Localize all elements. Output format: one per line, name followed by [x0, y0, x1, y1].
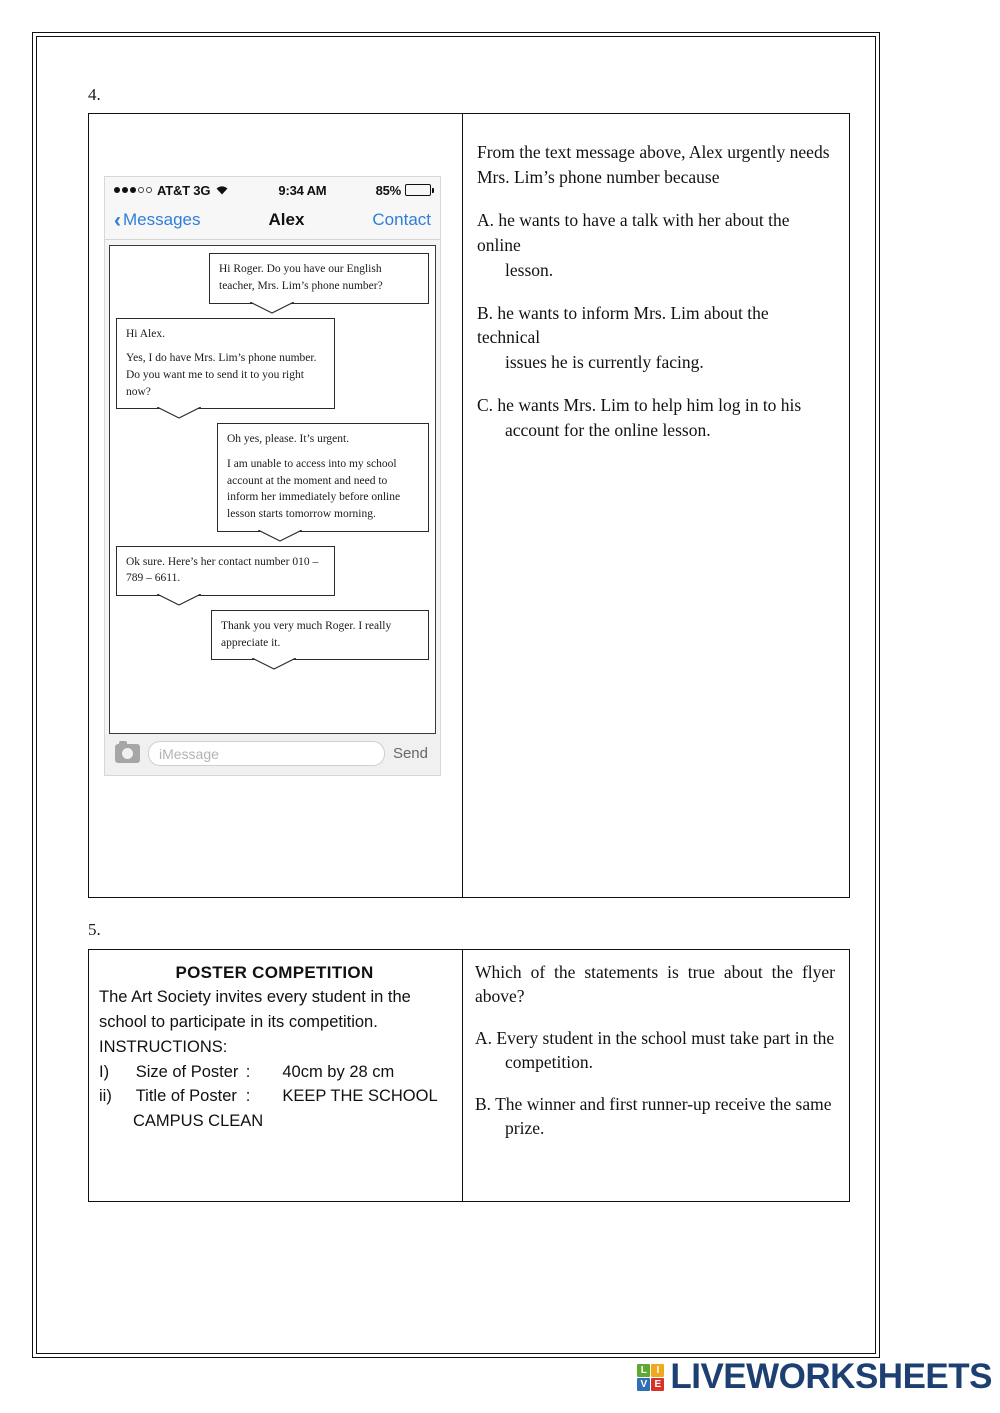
battery-percent-label: 85%: [375, 182, 401, 198]
contact-button[interactable]: Contact: [372, 210, 431, 230]
option-a-main: A. Every student in the school must take part in the: [475, 1027, 835, 1048]
option-b-continuation: prize.: [505, 1118, 545, 1139]
question-5-text: [463, 950, 849, 1168]
question-4-stimulus-cell: [89, 114, 463, 897]
phone-nav-bar: [105, 203, 440, 240]
imessage-placeholder: iMessage: [159, 745, 219, 762]
option-b-main: B. The winner and first runner-up receive the same: [475, 1093, 832, 1114]
question-5-prompt-cell: [463, 950, 849, 1201]
message-text: Hi Alex.: [126, 327, 165, 340]
option-b-continuation: issues he is currently facing.: [505, 352, 704, 373]
imessage-input[interactable]: [148, 741, 385, 766]
phone-screenshot: [104, 176, 441, 776]
worksheet-content: [88, 85, 850, 1202]
message-thread: [109, 245, 436, 734]
bubble-tail-icon: [157, 407, 201, 419]
message-row: [116, 253, 429, 303]
bubble-tail-icon: [252, 658, 296, 670]
question-5-number: 5.: [88, 920, 101, 940]
logo-tile-i: I: [651, 1364, 664, 1377]
question-4-stem: From the text message above, Alex urgently needs Mrs. Lim’s phone number because: [477, 142, 830, 188]
message-text: I am unable to access into my school account at the moment and need to inform her immediately before online lesson starts tomorrow morning.: [227, 458, 401, 521]
question-5-block: [88, 920, 850, 1201]
back-to-messages-button[interactable]: [114, 210, 200, 231]
camera-icon[interactable]: [115, 744, 140, 763]
option-c-main: C. he wants Mrs. Lim to help him log in to his: [477, 395, 802, 416]
logo-tile-v: V: [637, 1378, 650, 1391]
flyer-title: POSTER COMPETITION: [175, 962, 374, 982]
signal-strength-icon: [114, 187, 152, 193]
flyer-instruction-continuation: CAMPUS CLEAN: [133, 1112, 264, 1131]
option-a-continuation: competition.: [505, 1052, 593, 1073]
clock-label: 9:34 AM: [278, 182, 327, 198]
wifi-icon: [215, 183, 229, 198]
bubble-tail-icon: [258, 530, 302, 542]
status-bar-right: [376, 183, 431, 198]
question-5-option-a[interactable]: [475, 1026, 835, 1075]
send-button[interactable]: Send: [392, 745, 428, 763]
message-text: Oh yes, please. It’s urgent.: [227, 433, 350, 446]
flyer-instruction-item: I) Size of Poster : 40cm by 28 cm: [99, 1062, 395, 1081]
message-bubble: [116, 318, 335, 410]
question-4-prompt-cell: [463, 114, 849, 897]
message-row: [116, 423, 429, 531]
message-text: Yes, I do have Mrs. Lim’s phone number. Do you want me to send it to you right now?: [126, 352, 317, 398]
message-text: Ok sure. Here’s her contact number 010 – 789 – 6611.: [126, 555, 319, 585]
conversation-title: Alex: [268, 210, 305, 230]
flyer-instructions-label: INSTRUCTIONS:: [99, 1037, 228, 1056]
message-text: Thank you very much Roger. I really appreciate it.: [221, 620, 392, 649]
question-5-stem: Which of the statements is true about the flyer above?: [475, 961, 835, 1007]
bubble-tail-icon: [157, 594, 201, 606]
liveworksheets-tiles-icon: [637, 1364, 664, 1391]
poster-flyer: [89, 950, 462, 1144]
chevron-left-icon: ‹: [114, 208, 121, 232]
question-4-table: [88, 113, 850, 898]
flyer-intro: The Art Society invites every student in the school to participate in its competition.: [99, 988, 411, 1032]
question-4-option-b[interactable]: [477, 301, 831, 376]
question-4-option-a[interactable]: [477, 208, 831, 283]
battery-icon: [405, 184, 431, 196]
liveworksheets-logo[interactable]: [637, 1357, 992, 1397]
question-4-text: [463, 114, 849, 452]
message-row: [116, 546, 429, 596]
message-bubble: [209, 253, 429, 303]
back-button-label: Messages: [123, 210, 201, 230]
option-b-main: B. he wants to inform Mrs. Lim about the technical: [477, 302, 769, 348]
message-row: [116, 318, 429, 410]
message-bubble: [217, 423, 429, 531]
message-bubble: [211, 610, 429, 660]
logo-tile-e: E: [651, 1378, 664, 1391]
question-4-option-c[interactable]: [477, 393, 831, 443]
question-5-option-b[interactable]: [475, 1092, 835, 1141]
compose-bar: [105, 734, 440, 775]
message-bubble: [116, 546, 335, 596]
carrier-label: AT&T 3G: [157, 182, 211, 198]
message-text: Hi Roger. Do you have our English teacher, Mrs. Lim’s phone number?: [219, 263, 383, 293]
flyer-instruction-item: ii) Title of Poster : KEEP THE SCHOOL: [99, 1087, 438, 1106]
bubble-tail-icon: [250, 302, 294, 314]
option-c-continuation: account for the online lesson.: [505, 419, 711, 440]
option-a-continuation: lesson.: [505, 259, 554, 280]
question-4-number: 4.: [88, 85, 101, 104]
phone-status-bar: [105, 177, 440, 203]
logo-tile-l: L: [637, 1364, 650, 1377]
question-5-table: [88, 949, 850, 1202]
liveworksheets-wordmark: LIVEWORKSHEETS: [670, 1357, 992, 1396]
message-row: [116, 610, 429, 660]
option-a-main: A. he wants to have a talk with her about the online: [477, 210, 790, 255]
question-5-stimulus-cell: [89, 950, 463, 1201]
status-bar-left: [114, 183, 229, 198]
